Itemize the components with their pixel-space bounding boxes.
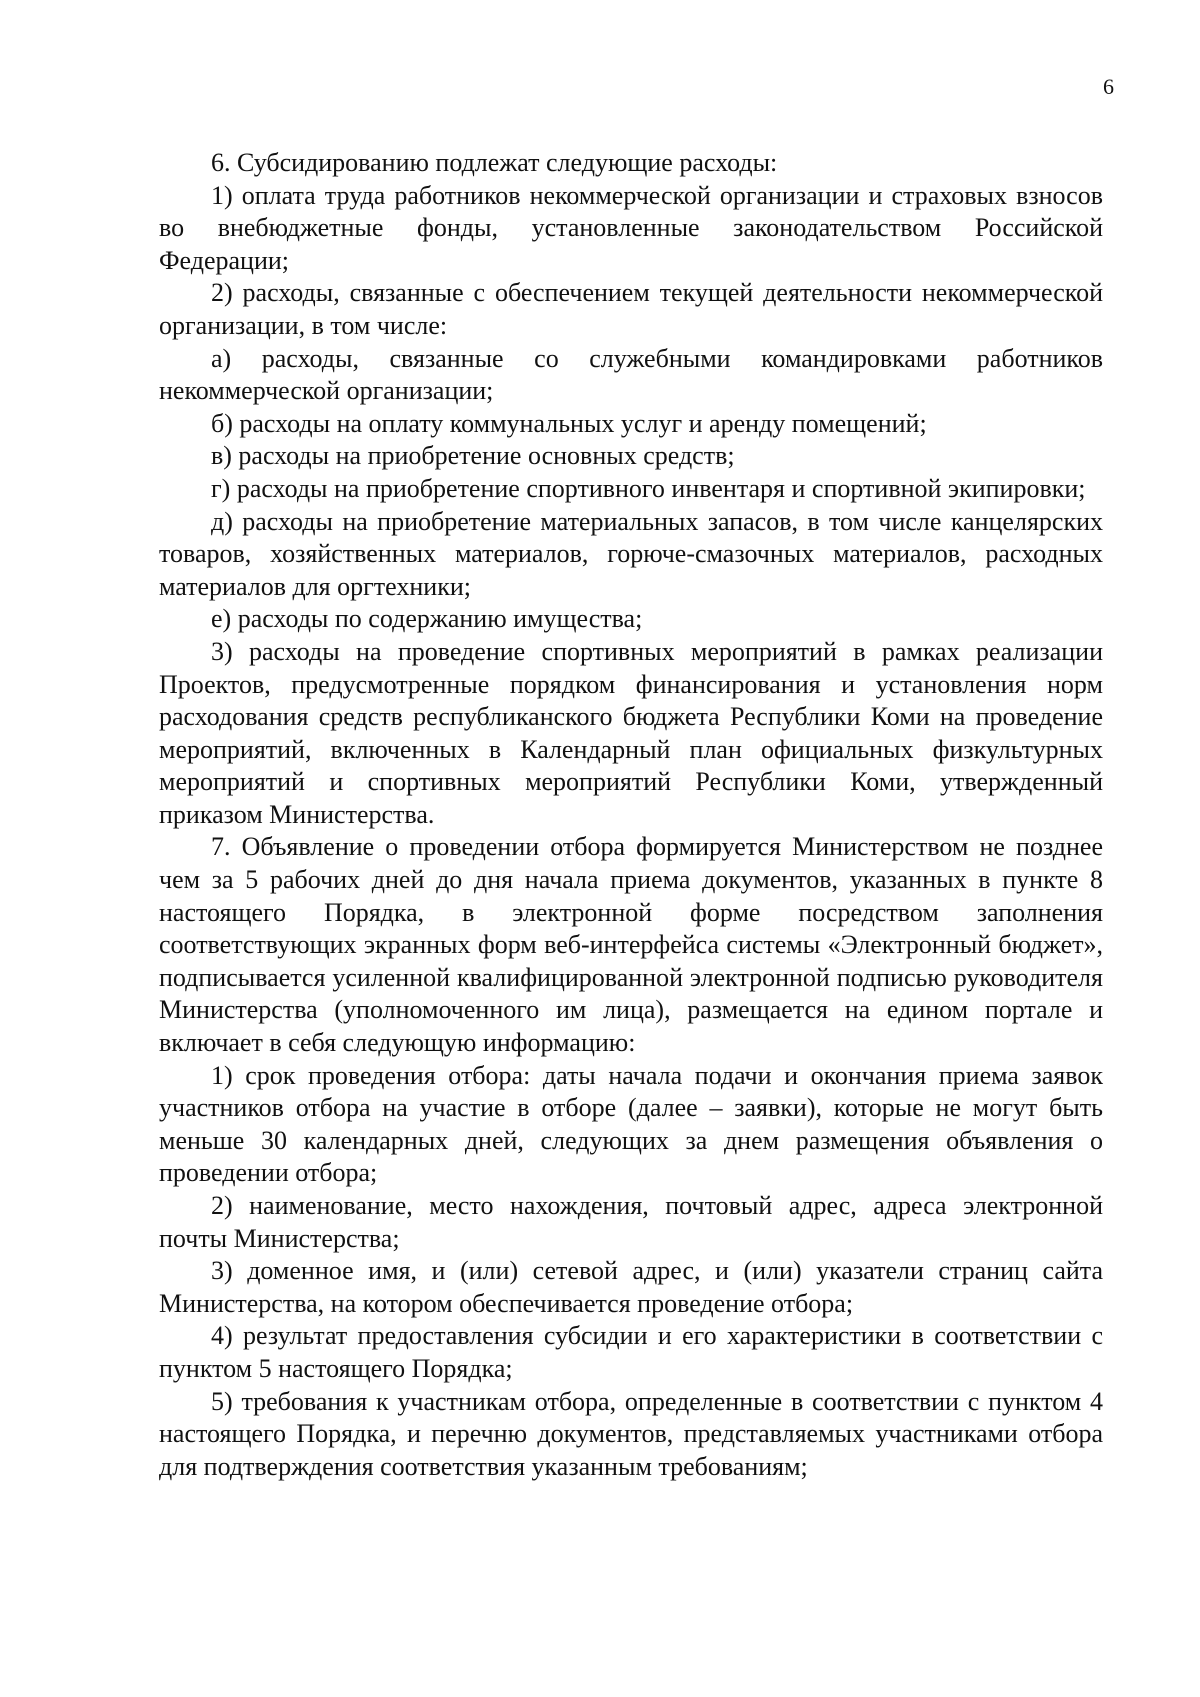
paragraph-item-7-subitem-2: 2) наименование, место нахождения, почтовый адрес, адреса электронной почты Министерства;	[159, 1191, 1103, 1253]
paragraph-subitem-3: 3) расходы на проведение спортивных мероприятий в рамках реализации Проектов, предусмотренные порядком финансирования и установления норм расходования средств республиканского бюджета Республики Коми на проведение мероприятий, включенных в Календарный план официальных физкультурных мероприятий и спортивных мероприятий Республики Коми, утвержденный приказом Министерства.	[159, 636, 1103, 829]
paragraph-item-7-subitem-5: 5) требования к участникам отбора, определенные в соответствии с пунктом 4 настоящего Порядка, и перечню документов, представляемых участниками отбора для подтверждения соответствия указанным требованиям;	[159, 1386, 1103, 1481]
paragraph-subitem-d: д) расходы на приобретение материальных запасов, в том числе канцелярских товаров, хозяйственных материалов, горюче-смазочных материалов, расходных материалов для оргтехники;	[159, 506, 1103, 601]
document-body	[159, 147, 1103, 1483]
paragraph-subitem-1: 1) оплата труда работников некоммерческой организации и страховых взносов во внебюджетные фонды, установленные законодательством Российской Федерации;	[159, 180, 1103, 275]
paragraph-item-7-subitem-3: 3) доменное имя, и (или) сетевой адрес, и (или) указатели страниц сайта Министерства, на котором обеспечивается проведение отбора;	[159, 1256, 1103, 1318]
paragraph-subitem-a: а) расходы, связанные со служебными командировками работников некоммерческой организации;	[159, 343, 1103, 406]
page-number: 6	[1103, 74, 1114, 99]
paragraph-subitem-b: б) расходы на оплату коммунальных услуг и аренду помещений;	[211, 408, 927, 438]
paragraph-item-7-subitem-1: 1) срок проведения отбора: даты начала подачи и окончания приема заявок участников отбора на участие в отборе (далее – заявки), которые не могут быть меньше 30 календарных дней, следующих за днем размещения объявления о проведении отбора;	[159, 1060, 1103, 1188]
paragraph-subitem-e: е) расходы по содержанию имущества;	[211, 604, 643, 634]
paragraph-item-6: 6. Субсидированию подлежат следующие расходы:	[211, 148, 778, 177]
paragraph-subitem-g: г) расходы на приобретение спортивного инвентаря и спортивной экипировки;	[211, 473, 1086, 503]
paragraph-item-7: 7. Объявление о проведении отбора формируется Министерством не позднее чем за 5 рабочих дней до дня начала приема документов, указанных в пункте 8 настоящего Порядка, в электронной форме посредством заполнения соответствующих экранных форм веб-интерфейса системы «Электронный бюджет», подписывается усиленной квалифицированной электронной подписью руководителя Министерства (уполномоченного им лица), размещается на едином портале и включает в себя следующую информацию:	[159, 832, 1103, 1058]
paragraph-subitem-2: 2) расходы, связанные с обеспечением текущей деятельности некоммерческой организации, в том числе:	[159, 278, 1103, 340]
paragraph-item-7-subitem-4: 4) результат предоставления субсидии и его характеристики в соответствии с пунктом 5 настоящего Порядка;	[159, 1321, 1103, 1383]
paragraph-subitem-v: в) расходы на приобретение основных средств;	[211, 441, 735, 471]
